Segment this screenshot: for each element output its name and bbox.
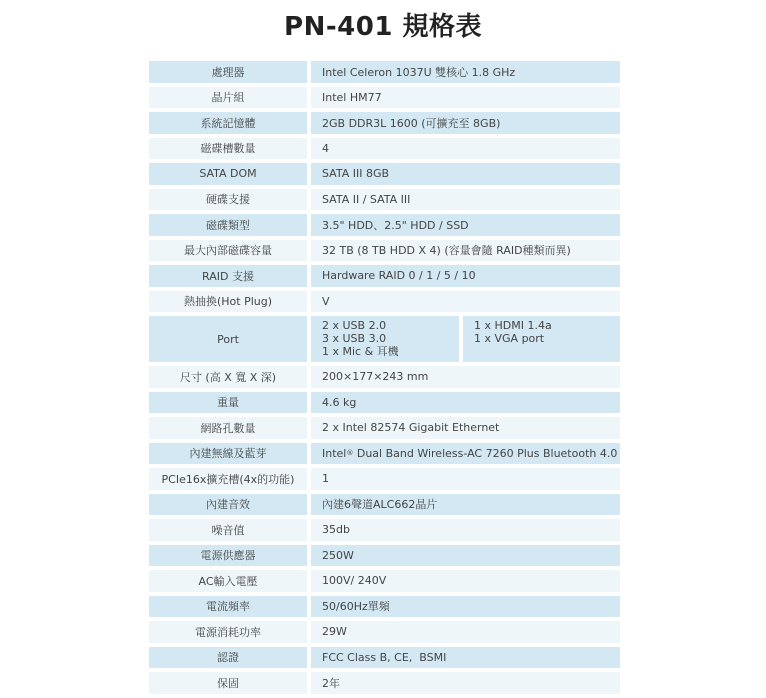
spec-row-max-capacity — [149, 240, 620, 262]
spec-value: FCC Class B, CE, BSMI — [311, 647, 620, 669]
spec-value: 2 x Intel 82574 Gigabit Ethernet — [311, 417, 620, 439]
spec-row-pcie — [149, 468, 620, 490]
spec-value: 250W — [311, 545, 620, 567]
spec-value: SATA II / SATA III — [311, 189, 620, 211]
spec-label: 熱抽換(Hot Plug) — [149, 291, 307, 313]
spec-row-hot-plug — [149, 291, 620, 313]
spec-value: 100V/ 240V — [311, 570, 620, 592]
spec-label: 磁碟槽數量 — [149, 138, 307, 160]
spec-value: 32 TB (8 TB HDD X 4) (容量會隨 RAID種類而異) — [311, 240, 620, 262]
port-item: 2 x USB 2.0 — [322, 319, 387, 332]
wireless-model: Dual Band Wireless-AC 7260 Plus Bluetooth 4.0 — [353, 446, 618, 460]
spec-value: 200×177×243 mm — [311, 366, 620, 388]
spec-label: 硬碟支援 — [149, 189, 307, 211]
spec-label: 晶片組 — [149, 87, 307, 109]
spec-row-chipset — [149, 87, 620, 109]
spec-label: 網路孔數量 — [149, 417, 307, 439]
spec-row-warranty — [149, 672, 620, 694]
registered-mark: ® — [346, 449, 354, 458]
spec-row-port — [149, 316, 620, 362]
spec-row-bays — [149, 138, 620, 160]
spec-label: 噪音值 — [149, 519, 307, 541]
spec-value — [311, 443, 620, 465]
spec-label: Port — [149, 316, 307, 362]
port-item: 1 x HDMI 1.4a — [474, 319, 552, 332]
port-values — [311, 316, 620, 362]
spec-value: Hardware RAID 0 / 1 / 5 / 10 — [311, 265, 620, 287]
spec-row-psu — [149, 545, 620, 567]
port-item: 3 x USB 3.0 — [322, 332, 387, 345]
spec-table — [149, 61, 620, 698]
spec-value: Intel Celeron 1037U 雙核心 1.8 GHz — [311, 61, 620, 83]
spec-row-ac-input — [149, 570, 620, 592]
spec-row-dimensions — [149, 366, 620, 388]
spec-value: 29W — [311, 621, 620, 643]
port-left-cell — [311, 316, 459, 362]
spec-value: 1 — [311, 468, 620, 490]
page-title: PN-401 規格表 — [284, 12, 482, 42]
spec-row-raid — [149, 265, 620, 287]
spec-value: 3.5" HDD、2.5" HDD / SSD — [311, 214, 620, 236]
spec-value: 35db — [311, 519, 620, 541]
spec-label: 電源消耗功率 — [149, 621, 307, 643]
spec-row-audio — [149, 494, 620, 516]
spec-value: 2年 — [311, 672, 620, 694]
port-item: 1 x VGA port — [474, 332, 545, 345]
spec-row-cpu — [149, 61, 620, 83]
spec-label: SATA DOM — [149, 163, 307, 185]
spec-label: AC輸入電壓 — [149, 570, 307, 592]
spec-row-hdd-support — [149, 189, 620, 211]
spec-row-noise — [149, 519, 620, 541]
spec-label: 內建音效 — [149, 494, 307, 516]
spec-label: 保固 — [149, 672, 307, 694]
spec-label: 系統記憶體 — [149, 112, 307, 134]
spec-value: SATA III 8GB — [311, 163, 620, 185]
spec-row-disk-type — [149, 214, 620, 236]
spec-label: PCIe16x擴充槽(4x的功能) — [149, 468, 307, 490]
spec-row-wireless — [149, 443, 620, 465]
spec-label: 電源供應器 — [149, 545, 307, 567]
spec-value: 4 — [311, 138, 620, 160]
spec-value: V — [311, 291, 620, 313]
spec-row-memory — [149, 112, 620, 134]
spec-label: 認證 — [149, 647, 307, 669]
spec-value: 內建6聲道ALC662晶片 — [311, 494, 620, 516]
spec-label: 內建無線及藍芽 — [149, 443, 307, 465]
spec-row-power — [149, 621, 620, 643]
spec-label: 尺寸 (高 X 寬 X 深) — [149, 366, 307, 388]
spec-label: 重量 — [149, 392, 307, 414]
spec-value: 4.6 kg — [311, 392, 620, 414]
spec-label: 電流頻率 — [149, 596, 307, 618]
spec-row-weight — [149, 392, 620, 414]
spec-value: 50/60Hz單頻 — [311, 596, 620, 618]
spec-row-lan — [149, 417, 620, 439]
spec-label: 磁碟類型 — [149, 214, 307, 236]
spec-label: RAID 支援 — [149, 265, 307, 287]
wireless-brand: Intel — [322, 446, 347, 460]
spec-row-frequency — [149, 596, 620, 618]
spec-value: Intel HM77 — [311, 87, 620, 109]
spec-label: 處理器 — [149, 61, 307, 83]
spec-label: 最大內部磁碟容量 — [149, 240, 307, 262]
port-item: 1 x Mic & 耳機 — [322, 345, 399, 358]
spec-value: 2GB DDR3L 1600 (可擴充至 8GB) — [311, 112, 620, 134]
spec-row-certification — [149, 647, 620, 669]
port-right-cell — [463, 316, 620, 362]
spec-row-sata-dom — [149, 163, 620, 185]
